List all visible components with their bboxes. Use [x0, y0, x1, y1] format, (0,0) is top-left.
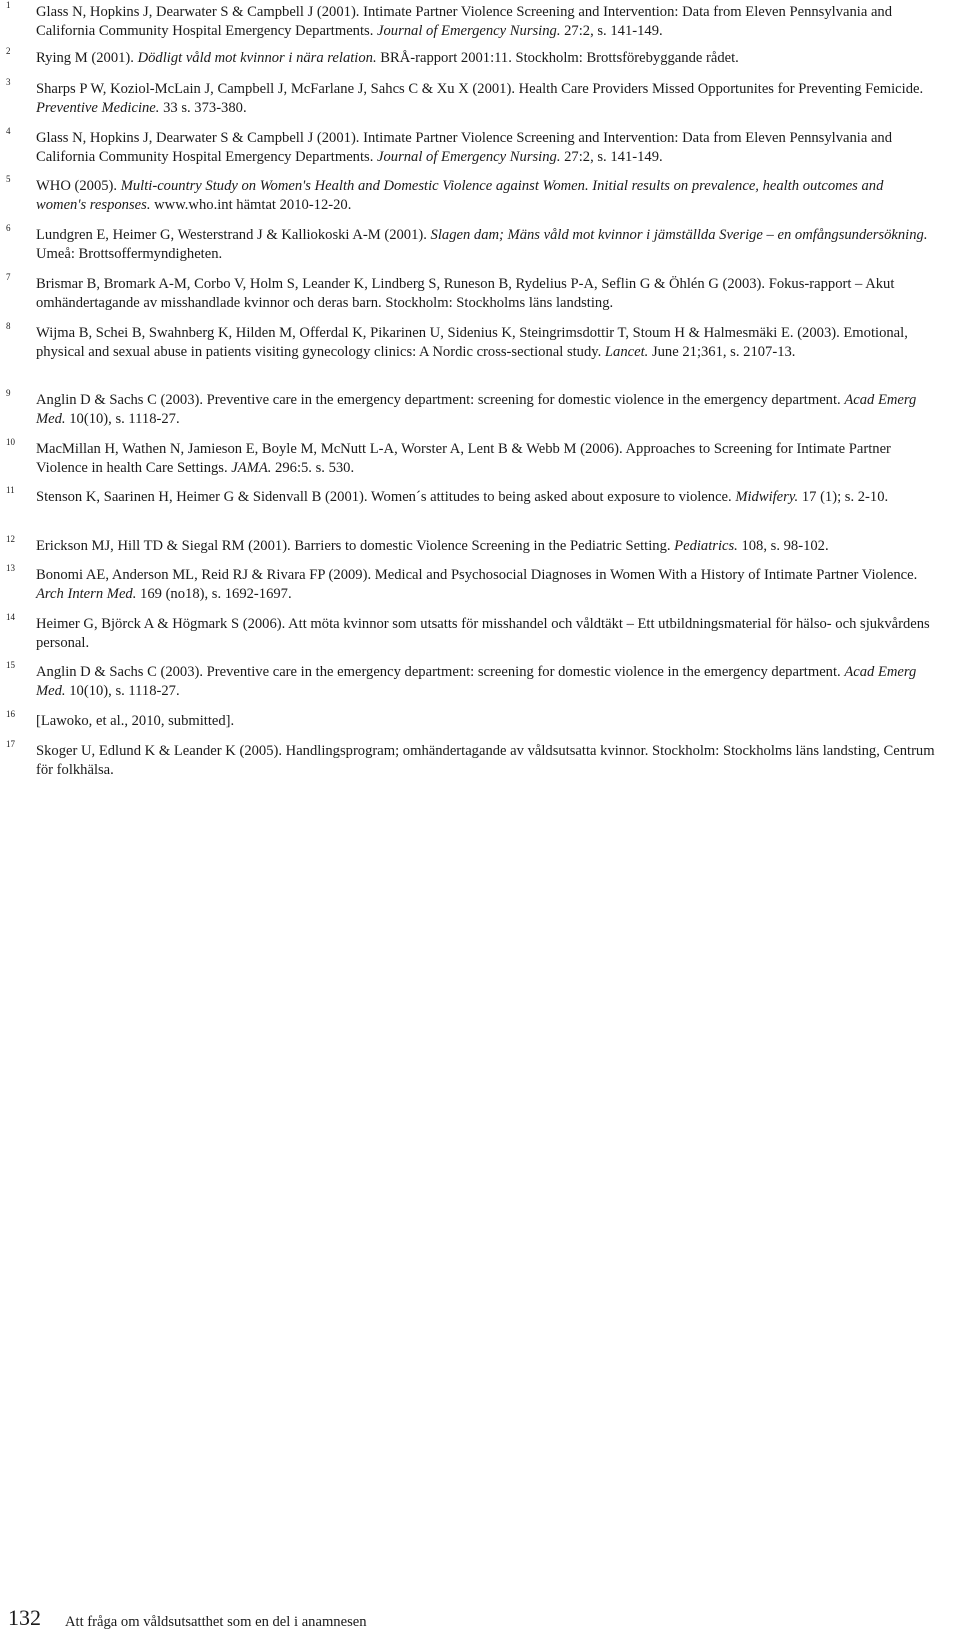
reference-text: Skoger U, Edlund K & Leander K (2005). Handlingsprogram; omhändertagande av våldsutsatta kvinnor. Stockholm: Stockholms läns landsting, Centrum för folkhälsa. — [36, 743, 935, 779]
reference-text: 108, s. 98-102. — [737, 538, 829, 554]
reference-text: 17 (1); s. 2-10. — [798, 489, 889, 505]
journal-title: Acad Emerg Med. — [36, 664, 917, 700]
reference-number: 6 — [6, 223, 11, 233]
publication-title: Dödligt våld mot kvinnor i nära relation. — [137, 50, 377, 66]
reference-text: 169 (no18), s. 1692-1697. — [136, 586, 292, 603]
reference-text: MacMillan H, Wathen N, Jamieson E, Boyle M, McNutt L-A, Worster A, Lent B & Webb M (2006). Approaches to Screening for Intimate Partner Violence in health Care Settings. — [36, 441, 891, 477]
reference-number: 9 — [6, 388, 11, 398]
reference-item — [6, 485, 936, 507]
reference-item — [6, 46, 936, 68]
reference-item — [6, 321, 936, 363]
reference-number: 1 — [6, 0, 11, 10]
publication-title: Slagen dam; Mäns våld mot kvinnor i jämställda Sverige – en omfångsundersökning. — [430, 227, 928, 243]
reference-item — [6, 77, 936, 119]
running-title: Att fråga om våldsutsatthet som en del i anamnesen — [65, 1614, 367, 1630]
reference-text: Wijma B, Schei B, Swahnberg K, Hilden M, Offerdal K, Pikarinen U, Sidenius K, Steingrimsdottir T, Stoum H & Halmesmäki E. (2003). Emotional, physical and sexual abuse in patients visiting gynecology clinics: A Nordic cross-sectional study. — [36, 325, 908, 361]
reference-text: 27:2, s. 141-149. — [560, 23, 663, 40]
reference-number: 12 — [6, 534, 15, 544]
journal-title: JAMA. — [231, 460, 272, 477]
journal-title: Journal of Emergency Nursing. — [377, 149, 561, 166]
reference-text: 296:5. s. 530. — [271, 460, 355, 477]
reference-text: Glass N, Hopkins J, Dearwater S & Campbell J (2001). Intimate Partner Violence Screening and Intervention: Data from Eleven Pennsylvania and California Community Hospital Emergency Departments. — [36, 130, 893, 166]
journal-title: Pediatrics. — [674, 538, 738, 554]
reference-number: 11 — [6, 485, 15, 495]
reference-number: 4 — [6, 126, 11, 136]
reference-item — [6, 437, 936, 479]
reference-text: Bonomi AE, Anderson ML, Reid RJ & Rivara FP (2009). Medical and Psychosocial Diagnoses in Women With a History of Intimate Partner Violence. — [36, 567, 918, 583]
reference-item — [6, 272, 936, 314]
reference-number: 5 — [6, 174, 11, 184]
journal-title: Preventive Medicine. — [36, 100, 160, 117]
reference-text: Glass N, Hopkins J, Dearwater S & Campbell J (2001). Intimate Partner Violence Screening and Intervention: Data from Eleven Pennsylvania and California Community Hospital Emergency Departments. — [36, 4, 893, 40]
page-footer — [0, 1605, 960, 1633]
reference-text: [Lawoko, et al., 2010, submitted]. — [36, 713, 235, 729]
reference-number: 13 — [6, 563, 15, 573]
reference-text: 27:2, s. 141-149. — [560, 149, 663, 166]
reference-text: Stenson K, Saarinen H, Heimer G & Sidenvall B (2001). Women´s attitudes to being asked about exposure to violence. — [36, 489, 736, 505]
reference-item — [6, 388, 936, 430]
page-number: 132 — [8, 1605, 41, 1630]
reference-number: 14 — [6, 612, 15, 622]
reference-item — [6, 534, 936, 556]
reference-text: 10(10), s. 1118-27. — [65, 411, 180, 428]
reference-text: Anglin D & Sachs C (2003). Preventive care in the emergency department: screening for domestic violence in the emergency department. — [36, 392, 845, 408]
reference-text: Rying M (2001). — [36, 50, 138, 66]
reference-number: 3 — [6, 77, 11, 87]
reference-item — [6, 660, 936, 702]
reference-text: BRÅ-rapport 2001:11. Stockholm: Brottsförebyggande rådet. — [376, 50, 739, 66]
reference-number: 2 — [6, 46, 11, 56]
reference-item — [6, 223, 936, 265]
reference-number: 8 — [6, 321, 11, 331]
reference-text: Heimer G, Björck A & Högmark S (2006). Att möta kvinnor som utsatts för misshandel och våldtäkt – Ett utbildningsmaterial för hälso- och sjukvårdens personal. — [36, 616, 930, 652]
reference-text: www.who.int hämtat 2010-12-20. — [150, 197, 352, 214]
reference-number: 17 — [6, 739, 15, 749]
journal-title: Journal of Emergency Nursing. — [377, 23, 561, 40]
reference-item — [6, 563, 936, 605]
reference-number: 10 — [6, 437, 15, 447]
reference-text: 33 s. 373-380. — [159, 100, 247, 117]
journal-title: Arch Intern Med. — [36, 586, 137, 603]
reference-text: Lundgren E, Heimer G, Westerstrand J & Kalliokoski A-M (2001). — [36, 227, 431, 243]
reference-text: Anglin D & Sachs C (2003). Preventive care in the emergency department: screening for domestic violence in the emergency department. — [36, 664, 845, 680]
reference-number: 7 — [6, 272, 11, 282]
reference-text: 10(10), s. 1118-27. — [65, 683, 180, 700]
reference-number: 16 — [6, 709, 15, 719]
reference-text: Umeå: Brottsoffermyndigheten. — [36, 246, 223, 263]
reference-text: Brismar B, Bromark A-M, Corbo V, Holm S, Leander K, Lindberg S, Runeson B, Rydelius P-A, Seflin G & Öhlén G (2003). Fokus-rapport – Akut omhändertagande av misshandlade kvinnor och deras barn. Stockholm: Stockholms läns landsting. — [36, 276, 895, 312]
journal-title: Midwifery. — [735, 489, 799, 505]
reference-item — [6, 174, 936, 216]
reference-item — [6, 0, 936, 42]
reference-item — [6, 126, 936, 168]
journal-title: Acad Emerg Med. — [36, 392, 917, 428]
reference-item — [6, 612, 936, 654]
reference-text: Erickson MJ, Hill TD & Siegal RM (2001). Barriers to domestic Violence Screening in the Pediatric Setting. — [36, 538, 675, 554]
reference-text: June 21;361, s. 2107-13. — [648, 344, 796, 361]
reference-item — [6, 739, 936, 781]
reference-text: Sharps P W, Koziol-McLain J, Campbell J, McFarlane J, Sahcs C & Xu X (2001). Health Care Providers Missed Opportunites for Preventing Femicide. — [36, 81, 924, 97]
reference-item — [6, 709, 936, 731]
journal-title: Lancet. — [604, 344, 649, 361]
reference-text: WHO (2005). — [36, 178, 121, 194]
reference-number: 15 — [6, 660, 15, 670]
publication-title: Multi-country Study on Women's Health and Domestic Violence against Women. Initial results on prevalence, health outcomes and women's responses. — [36, 178, 884, 214]
